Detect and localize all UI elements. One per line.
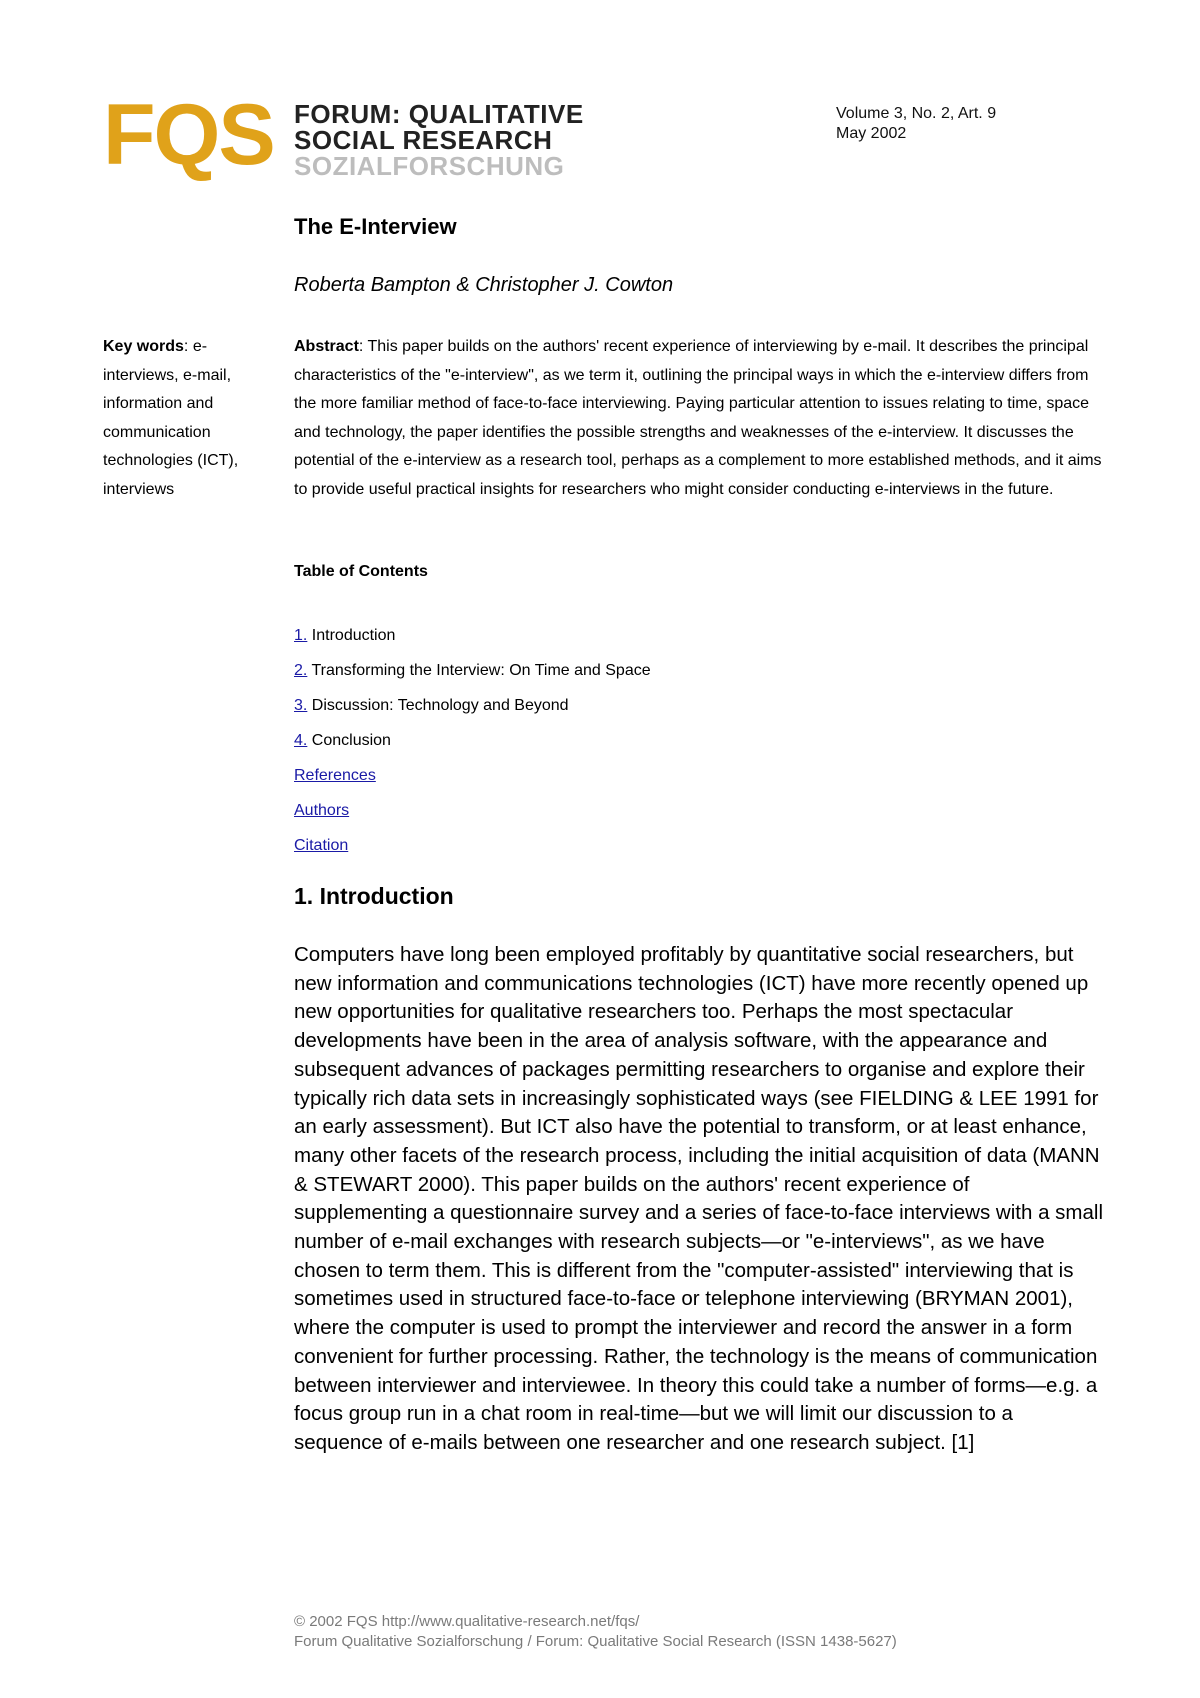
toc-item xyxy=(294,618,1104,653)
toc-item xyxy=(294,688,1104,723)
toc-label: Introduction xyxy=(311,627,396,644)
toc-item xyxy=(294,828,1104,863)
toc-item xyxy=(294,723,1104,758)
section-heading-introduction: 1. Introduction xyxy=(294,883,454,909)
abstract-text: : This paper builds on the authors' recent experience of interviewing by e-mail. It describes the principal characteristics of the "e-interview", as we term it, outlining the principal ways in which the e-interview differs from the more familiar method of face-to-face interviewing. Paying particular attention to issues relating to time, space and technology, the paper identifies the possible strengths and weaknesses of the e-interview. It discusses the potential of the e-interview as a research tool, perhaps as a complement to more established methods, and it aims to provide useful practical insights for researchers who might consider conducting e-interviews in the future. xyxy=(294,338,1102,498)
introduction-paragraph: Computers have long been employed profitably by quantitative social researchers, but new information and communications technologies (ICT) have more recently opened up new opportunities for qualitative researchers too. Perhaps the most spectacular developments have been in the area of analysis software, with the appearance and subsequent advances of packages permitting researchers to organise and explore their typically rich data sets in increasingly sophisticated ways (see FIELDING & LEE 1991 for an early assessment). But ICT also have the potential to transform, or at least enhance, many other facets of the research process, including the initial acquisition of data (MANN & STEWART 2000). This paper builds on the authors' recent experience of supplementing a questionnaire survey and a series of face-to-face interviews with a small number of e-mail exchanges with research subjects—or "e-interviews", as we have chosen to term them. This is different from the "computer-assisted" interviewing that is sometimes used in structured face-to-face or telephone interviewing (BRYMAN 2001), where the computer is used to prompt the interviewer and record the answer in a form convenient for further processing. Rather, the technology is the means of communication between interviewer and interviewee. In theory this could take a number of forms—e.g. a focus group run in a chat room in real-time—but we will limit our discussion to a sequence of e-mails between one researcher and one research subject. [1] xyxy=(294,943,1104,1454)
fqs-logo-mark: FQS xyxy=(103,87,274,183)
abstract-block xyxy=(294,333,1106,504)
page-footer xyxy=(294,1612,897,1652)
toc-link-1[interactable]: 1. xyxy=(294,627,308,644)
toc-item xyxy=(294,653,1104,688)
toc-item xyxy=(294,758,1104,793)
toc-label: Discussion: Technology and Beyond xyxy=(311,697,569,714)
keywords-text: : e-interviews, e-mail, information and communication technologies (ICT), interviews xyxy=(103,338,239,498)
footer-journal-issn: Forum Qualitative Sozialforschung / Forum: Qualitative Social Research (ISSN 1438-5627) xyxy=(294,1633,897,1650)
toc-link-3[interactable]: 3. xyxy=(294,697,308,714)
logo-line-forum: FORUM: QUALITATIVE xyxy=(294,99,584,129)
toc-link-references[interactable]: References xyxy=(294,767,376,784)
toc-link-4[interactable]: 4. xyxy=(294,732,308,749)
issue-date: May 2002 xyxy=(836,125,907,142)
toc-label: Conclusion xyxy=(311,732,391,749)
footer-copyright: © 2002 FQS http://www.qualitative-research.net/fqs/ xyxy=(294,1613,640,1630)
article-authors: Roberta Bampton & Christopher J. Cowton xyxy=(294,274,674,296)
issue-info xyxy=(836,104,996,144)
toc-item xyxy=(294,793,1104,828)
logo-line-sozialforschung: SOZIALFORSCHUNG xyxy=(294,151,565,181)
article-title: The E-Interview xyxy=(294,214,457,239)
toc-link-2[interactable]: 2. xyxy=(294,662,308,679)
toc-label: Transforming the Interview: On Time and Space xyxy=(311,662,651,679)
toc-title: Table of Contents xyxy=(294,563,428,580)
journal-logo-text xyxy=(294,101,584,179)
logo-line-social-research: SOCIAL RESEARCH xyxy=(294,125,553,155)
volume-label: Volume 3, No. 2, Art. 9 xyxy=(836,105,997,122)
toc-link-authors[interactable]: Authors xyxy=(294,802,350,819)
table-of-contents xyxy=(294,618,1104,863)
abstract-label: Abstract xyxy=(294,338,359,355)
keywords-label: Key words xyxy=(103,338,184,355)
toc-link-citation[interactable]: Citation xyxy=(294,837,349,854)
keywords-block xyxy=(103,333,263,504)
